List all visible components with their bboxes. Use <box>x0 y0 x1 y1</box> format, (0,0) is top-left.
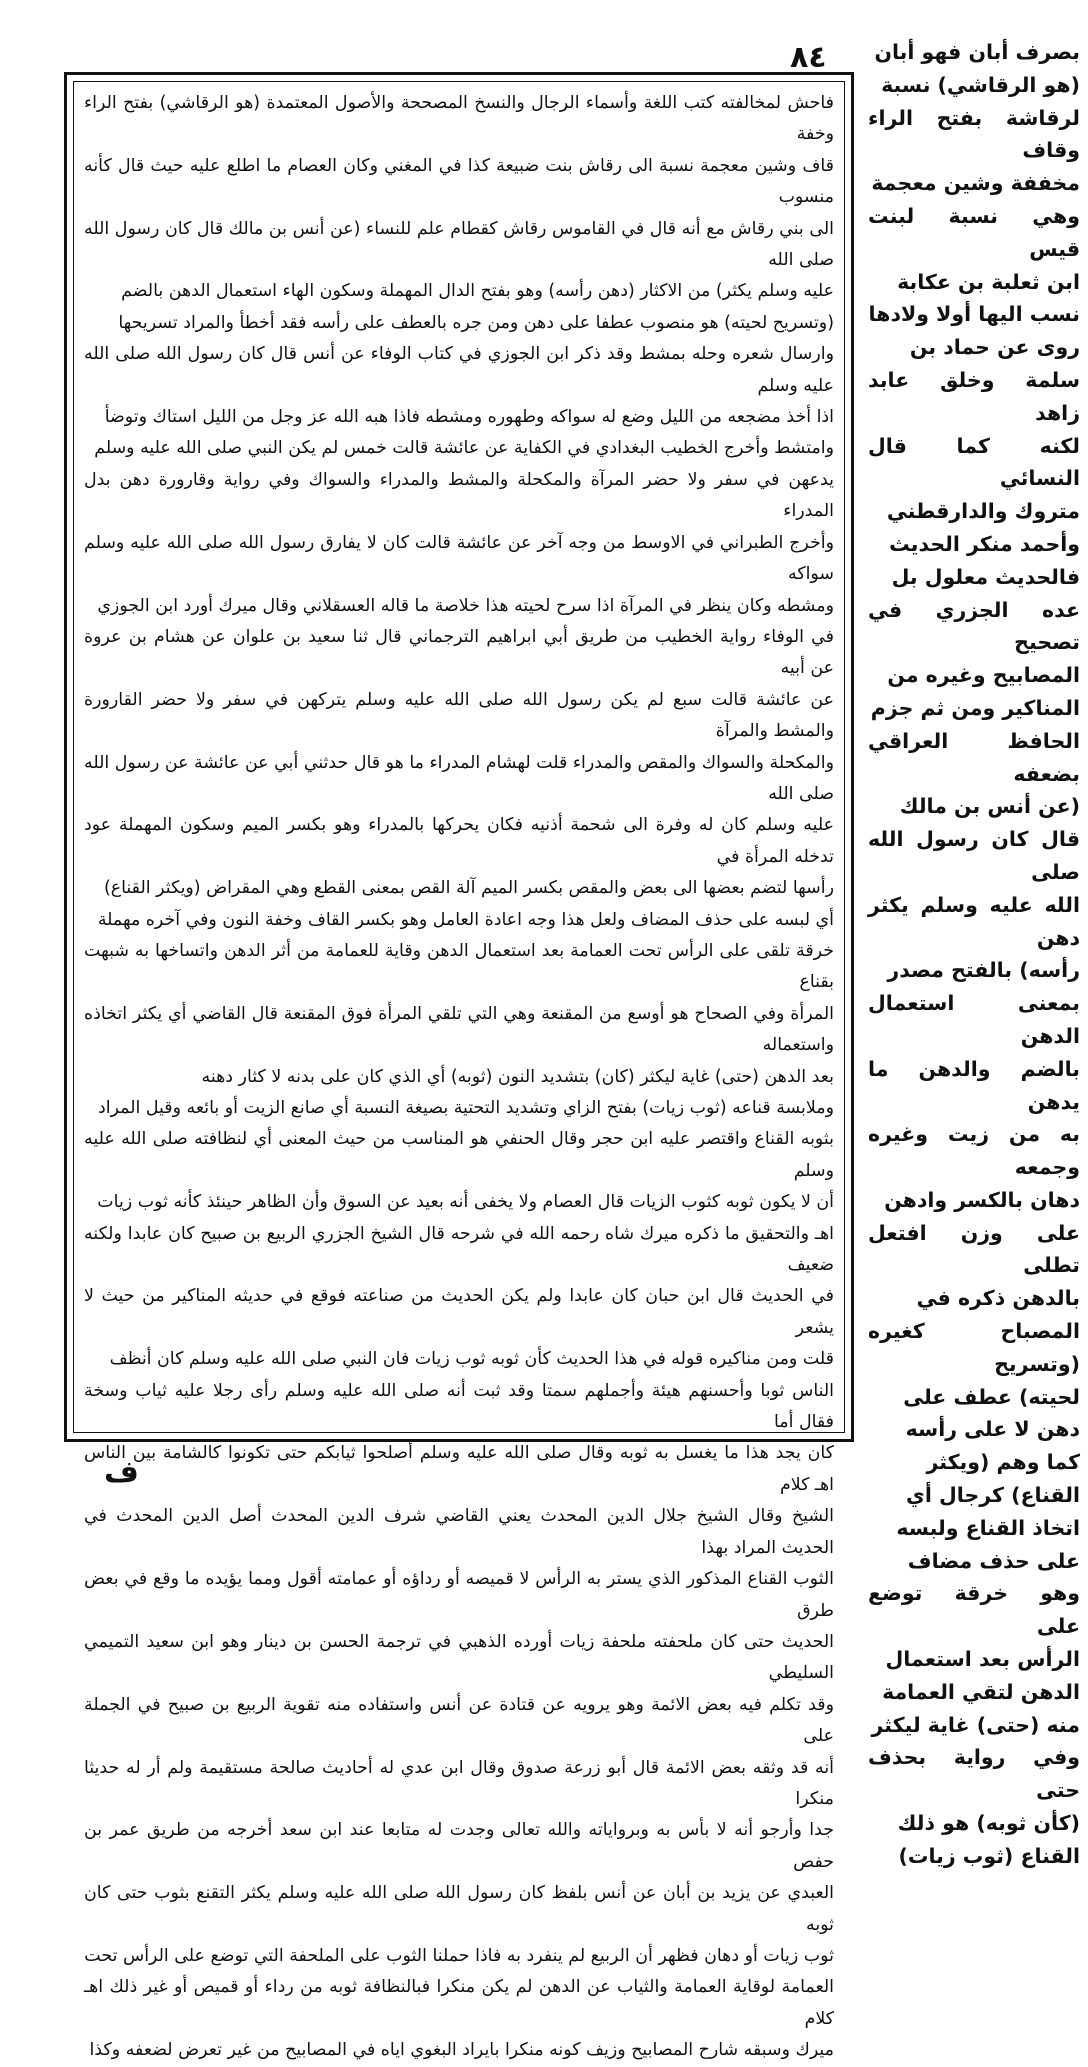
main-text-line: ثوب زيات أو دهان فظهر أن الربيع لم ينفرد به فاذا حملنا الثوب على الملحفة التي توضع على الرأس تحت <box>84 1945 834 1966</box>
main-text-line: قلت ومن مناكيره قوله في هذا الحديث كأن ثوبه ثوب زيات فان النبي صلى الله عليه وسلم كان أنظف <box>109 1349 834 1370</box>
main-text-line: في الوفاء رواية الخطيب من طريق أبي ابراهيم الترجماني قال ثنا سعيد بن علوان عن هشام بن عروة عن أبيه <box>84 626 834 679</box>
margin-text-line: الدهن لتقي العمامة <box>882 1679 1080 1704</box>
main-text-line: رأسها لتضم بعضها الى بعض والمقص بكسر الميم آلة القص بمعنى القطع وهي المقراض (ويكثر القناع) <box>103 878 834 899</box>
main-text-line: عليه وسلم كان له وفرة الى شحمة أذنيه فكان يحركها بالمدراء وهو بكسر الميم وسكون المهملة عود تدخله المرأة في <box>84 815 834 867</box>
main-text-line: فاحش لمخالفته كتب اللغة وأسماء الرجال والنسخ المصححة والأصول المعتمدة (هو الرقاشي) بفتح الراء وخفة <box>84 93 834 145</box>
main-text-line: يدعهن في سفر ولا حضر المرآة والمكحلة والمشط والمدراء والسواك وفي رواية وقارورة دهن بدل المدراء <box>84 469 834 522</box>
margin-text-line: اتخاذ القناع ولبسه <box>896 1515 1080 1540</box>
margin-text-line: القناع) كرجال أي <box>906 1483 1080 1508</box>
main-text-line: العبدي عن يزيد بن أبان عن أنس بلفظ كان رسول الله صلى الله عليه وسلم يكثر التقنع بثوب حتى كان ثوبه <box>84 1883 834 1935</box>
main-text-line: عن عائشة قالت سبع لم يكن رسول الله صلى الله عليه وسلم يتركهن في سفر ولا حضر القارورة والمشط والمرآة <box>84 689 834 742</box>
main-text-line: أن لا يكون ثوبه كثوب الزيات قال العصام ولا يخفى أنه بعيد عن السوق وأن الظاهر حينئذ كأنه ثوب زيات <box>97 1192 834 1213</box>
margin-commentary-column <box>868 36 1080 1868</box>
margin-text-line: الرأس بعد استعمال <box>885 1647 1080 1672</box>
margin-text-line: القناع (ثوب زيات) <box>898 1843 1080 1868</box>
page-number: ٨٤ <box>790 40 827 75</box>
margin-text-line: لكنه كما قال النسائي <box>868 433 1080 491</box>
margin-text-line: ابن ثعلبة بن عكابة <box>897 269 1080 294</box>
margin-text-line: منه (حتى) غاية ليكثر <box>871 1712 1080 1737</box>
main-text-line: ومشطه وكان ينظر في المرآة اذا سرح لحيته هذا خلاصة ما قاله العسقلاني وقال ميرك أورد ابن الجوزي <box>97 595 834 616</box>
margin-text-line: عده الجزري في تصحيح <box>868 597 1080 655</box>
margin-text-line: الله عليه وسلم يكثر دهن <box>868 892 1080 950</box>
margin-text-line: مخففة وشين معجمة <box>871 171 1080 196</box>
margin-text-line: المصابيح وغيره من <box>887 663 1080 688</box>
margin-text-line: وهي نسبة لبنت قيس <box>868 203 1080 261</box>
main-text-line: خرقة تلقى على الرأس تحت العمامة بعد استعمال الدهن وقاية للعمامة من أثر الدهن واتساخها به شبهت بقناع <box>84 940 834 993</box>
margin-text-line: قال كان رسول الله صلى <box>868 827 1080 884</box>
margin-text-line: بالضم والدهن ما يدهن <box>868 1056 1080 1114</box>
main-text-line: عليه وسلم يكثر) من الاكثار (دهن رأسه) وهو بفتح الدال المهملة وسكون الهاء استعمال الدهن بالضم <box>121 281 834 302</box>
main-text-line: والمكحلة والسواك والمقص والمدراء قلت لهشام المدراء ما هو قال حدثني أبي عن عائشة عن رسول الله صلى الله <box>84 752 834 804</box>
main-text-inner-border <box>73 81 845 2061</box>
main-text-line: (وتسريح لحيته) هو منصوب عطفا على دهن ومن جره بالعطف على رأسه فقد أخطأ والمراد تسريحها <box>118 312 834 333</box>
margin-text-line: على حذف مضاف <box>907 1548 1080 1573</box>
main-text-line: بثوبه القناع واقتصر عليه ابن حجر وقال الحنفي هو المناسب من حيث المعنى أي لنظافته صلى الله عليه وسلم <box>84 1129 834 1181</box>
margin-text-line: (كأن ثوبه) هو ذلك <box>897 1811 1080 1836</box>
main-text-line: وملابسة قناعه (ثوب زيات) بفتح الزاي وتشديد التحتية بصيغة النسبة أي صانع الزيت أو بائعه وقيل المراد <box>97 1098 834 1118</box>
main-text-line: كان يجد هذا ما يغسل به ثوبه وقال صلى الله عليه وسلم أصلحوا ثيابكم حتى تكونوا كالشامة بين الناس اهـ كلام <box>84 1443 834 1495</box>
margin-text-line: كما وهم (ويكثر <box>926 1450 1080 1475</box>
margin-text-line: سلمة وخلق عابد زاهد <box>868 367 1080 425</box>
margin-text-line: وهو خرقة توضع على <box>868 1581 1080 1639</box>
main-commentary-text <box>74 82 844 2067</box>
margin-text-line: الحافظ العراقي بضعفه <box>868 728 1080 786</box>
main-text-line: وقد تكلم فيه بعض الائمة وهو يرويه عن قتادة عن أنس واستفاده منه تقوية الربيع بن صبيح في الجملة على <box>84 1694 834 1747</box>
main-text-line: الحديث حتى كان ملحفته ملحفة زيات أورده الذهبي في ترجمة الحسن بن دينار وهو ابن سعيد التميمي السليطي <box>84 1631 834 1684</box>
main-text-line: أي لبسه على حذف المضاف ولعل هذا وجه اعادة العامل وهو بكسر القاف وخفة النون وفي آخره مهملة <box>97 909 834 930</box>
main-text-line: بعد الدهن (حتى) غاية ليكثر (كان) بتشديد النون (ثوبه) أي الذي كان على بدنه لا كثار دهنه <box>201 1066 834 1087</box>
main-text-line: وامتشط وأخرج الخطيب البغدادي في الكفاية عن عائشة قالت خمس لم يكن النبي صلى الله عليه وسلم <box>94 438 834 459</box>
main-text-line: العمامة لوقاية العمامة والثياب عن الدهن لم يكن منكرا فبالنظافة ثوبه من رداء أو قميص أو غير ذلك اهـ كلام <box>84 1977 834 2029</box>
margin-text-line: على وزن افتعل تطلى <box>868 1220 1080 1278</box>
margin-text-line: المناكير ومن ثم جزم <box>870 695 1080 720</box>
main-text-line: الناس ثوبا وأحسنهم هيئة وأجملهم سمتا وقد ثبت أنه صلى الله عليه وسلم رأى رجلا عليه ثياب وسخة فقال أما <box>84 1380 834 1433</box>
margin-text-line: لحيته) عطف على <box>903 1384 1080 1409</box>
margin-text-line: به من زيت وغيره وجمعه <box>868 1122 1080 1180</box>
main-text-line: قاف وشين معجمة نسبة الى رقاش بنت ضبيعة كذا في المغني وكان العصام ما اطلع عليه حيث قال كأنه منسوب <box>84 155 834 208</box>
margin-text-line: رأسه) بالفتح مصدر <box>887 958 1080 983</box>
main-text-line: الى بني رقاش مع أنه قال في القاموس رقاش كقطام علم للنساء (عن أنس بن مالك قال كان رسول الله صلى الله <box>84 218 834 271</box>
margin-text-line: (عن أنس بن مالك <box>899 794 1080 819</box>
margin-text-line: نسب اليها أولا ولادها <box>868 302 1080 327</box>
margin-text-line: متروك والدارقطني <box>886 499 1080 524</box>
margin-text-line: بالدهن ذكره في <box>916 1286 1080 1311</box>
main-text-line: الشيخ وقال الشيخ جلال الدين المحدث يعني القاضي شرف الدين المحدث أصل الدين المحدث في الحديث المراد بهذا <box>84 1506 834 1558</box>
margin-commentary-text <box>868 36 1080 1873</box>
margin-text-line: لرقاشة بفتح الراء وقاف <box>868 105 1080 163</box>
margin-text-line: وفي رواية بحذف حتى <box>868 1745 1080 1803</box>
main-text-line: الثوب القناع المذكور الذي يستر به الرأس لا قميصه أو رداؤه أو عمامته أقول ومما يؤيده ما وقع في بعض طرق <box>84 1569 834 1621</box>
margin-text-line: دهن لا على رأسه <box>905 1417 1080 1442</box>
margin-text-line: بمعنى استعمال الدهن <box>868 991 1080 1048</box>
main-text-line: وأخرج الطبراني في الاوسط من وجه آخر عن عائشة قالت كان لا يفارق رسول الله صلى الله عليه وسلم سواكه <box>84 532 834 585</box>
margin-text-line: (هو الرقاشي) نسبة <box>881 72 1080 97</box>
margin-text-line: فالحديث معلول بل <box>891 564 1080 589</box>
main-text-line: أنه قد وثقه بعض الائمة قال أبو زرعة صدوق وقال ابن عدي له أحاديث صالحة مستقيمة ولم أر له حديثا منكرا <box>84 1757 834 1809</box>
main-text-line: اذا أخذ مضجعه من الليل وضع له سواكه وطهوره ومشطه فاذا هبه الله عز وجل من الليل استاك وتوضأ <box>104 407 834 428</box>
margin-text-line: روى عن حماد بن <box>909 335 1080 360</box>
margin-text-line: وأحمد منكر الحديث <box>889 531 1080 556</box>
margin-text-line: بصرف أبان فهو أبان <box>874 40 1080 64</box>
main-text-line: في الحديث قال ابن حبان كان عابدا ولم يكن الحديث من صناعته فوقع في حديثه المناكير من حيث لا يشعر <box>84 1286 834 1338</box>
catchword: ف <box>104 1455 139 1490</box>
main-text-line: وارسال شعره وحله بمشط وقد ذكر ابن الجوزي في كتاب الوفاء عن أنس قال كان رسول الله صلى الله عليه وسلم <box>84 344 834 396</box>
main-text-line: المرأة وفي الصحاح هو أوسع من المقنعة وهي التي تلقي المرأة فوق المقنعة قال القاضي أي يكثر اتخاذه واستعماله <box>84 1003 834 1056</box>
main-text-line: جدا وأرجو أنه لا بأس به وبرواياته والله تعالى وجدت له متابعا عند ابن سعد أخرجه من طريق عمر بن حفص <box>84 1820 834 1872</box>
main-text-line: اهـ والتحقيق ما ذكره ميرك شاه رحمه الله في شرحه قال الشيخ الجزري الربيع بن صبيح كان عابدا ولكنه ضعيف <box>84 1223 834 1276</box>
main-text-frame <box>64 72 854 2061</box>
margin-text-line: دهان بالكسر وادهن <box>884 1187 1080 1212</box>
main-text-line: ميرك وسبقه شارح المصابيح وزيف كونه منكرا بايراد البغوي اياه في المصابيح من غير تعرض لضعفه وكذا <box>89 2040 834 2061</box>
margin-text-line: المصباح كغيره (وتسريح <box>868 1319 1080 1376</box>
